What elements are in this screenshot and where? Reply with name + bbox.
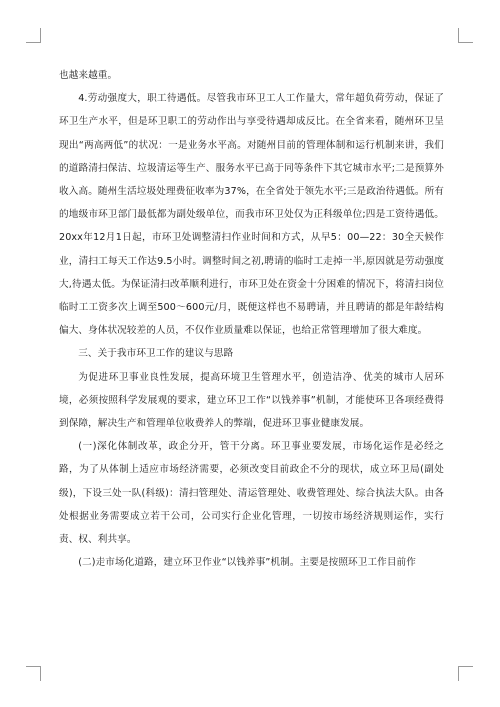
section-heading-suggestions: 三、关于我市环卫工作的建议与思路 xyxy=(78,348,234,360)
paragraph-continuation: 也越来越重。 xyxy=(59,70,118,81)
crop-mark-top-right xyxy=(458,28,473,43)
crop-mark-bottom-left xyxy=(26,666,41,681)
paragraph-reform: (一)深化体制改革，政企分开，管干分离。环卫事业要发展，市场化运作是必经之路，为了从体制上适应市场经济需要，必须改变目前政企不分的现状，成立环卫局(副处级)，下设三处一队(科级)：清扫管理处、清运管理处、收费管理处、综合执法大队。由各处根据业务需要成立若干公司，公司实行企业化管理，一切按市场经济规则运作，实行责、权、利共享。 xyxy=(59,441,444,546)
paragraph-intro: 为促进环卫事业良性发展，提高环境卫生管理水平，创造洁净、优美的城市人居环境，必须按照科学发展观的要求，建立环卫工作“以钱养事”机制，才能使环卫各项经费得到保障，解决生产和管理单位收费养人的弊端，促进环卫事业健康发展。 xyxy=(59,371,444,430)
document-body xyxy=(59,64,444,574)
paragraph-market: (二)走市场化道路，建立环卫作业“以钱养事”机制。主要是按照环卫工作目前作 xyxy=(78,557,416,569)
paragraph-labor-intensity: 4.劳动强度大，职工待遇低。尽管我市环卫工人工作量大，常年超负荷劳动，保证了环卫生产水平，但是环卫职工的劳动作出与享受待遇却成反比。在全省来看，随州环卫呈现出“两高两低”的状况：一是业务水平高。对随州目前的管理体制和运行机制来讲，我们的道路清扫保洁、垃圾清运等生产、服务水平已高于同等条件下其它城市水平;二是预算外收入高。随州生活垃圾处理费征收率为37%，在全省处于领先水平;三是政治待遇低。所有的地级市环卫部门最低都为副处级单位，而我市环卫处仅为正科级单位;四是工资待遇低。20xx年12月1日起，市环卫处调整清扫作业时间和方式，从早5：00—22：30全天候作业，清扫工每天工作达9.5小时。调整时间之初,聘请的临时工走掉一半,原因就是劳动强度大,待遇太低。为保证清扫改革顺利进行，市环卫处在资金十分困难的情况下，将清扫岗位临时工工资多次上调至500～600元/月，既便这样也不易聘请，并且聘请的都是年龄结构偏大、身体状况较差的人员，不仅作业质量难以保证，也给正常管理增加了很大难度。 xyxy=(59,93,444,337)
crop-mark-bottom-right xyxy=(458,666,473,681)
crop-mark-top-left xyxy=(26,28,41,43)
